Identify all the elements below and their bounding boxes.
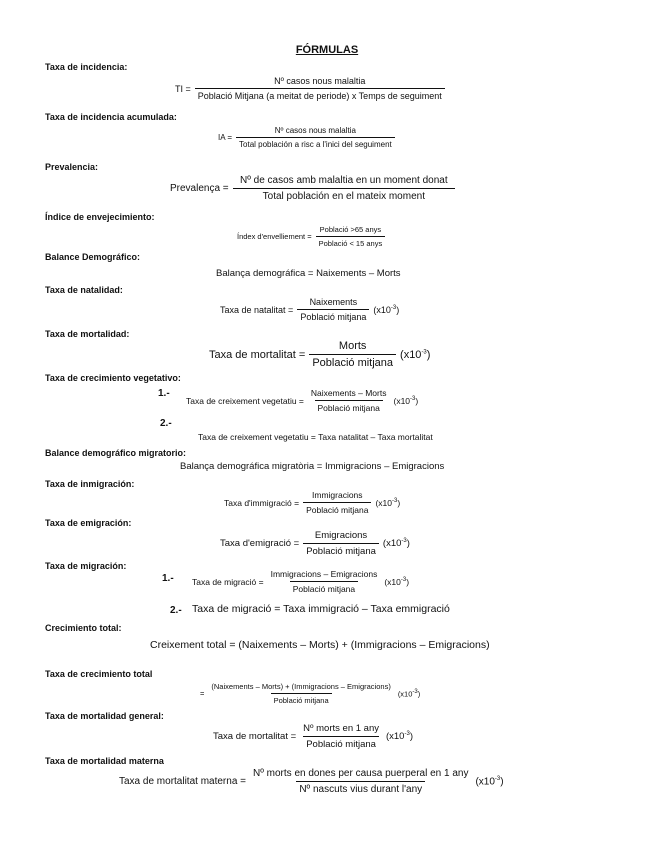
- heading-taxa-mortalidad: Taxa de mortalidad:: [45, 329, 130, 339]
- heading-taxa-crecimiento-total: Taxa de crecimiento total: [45, 669, 153, 679]
- formula-migracio-1: [192, 569, 409, 594]
- number-label: 1.-: [162, 573, 174, 584]
- formula-envelliement: [237, 225, 389, 248]
- denominator: Total población a risc a l'inici del seguiment: [236, 137, 395, 149]
- formula-balanca-migratoria: Balança demográfica migratòria = Immigracions – Emigracions: [180, 461, 445, 472]
- formula-balanca-demografica: Balança demográfica = Naixements – Morts: [216, 268, 401, 279]
- page-title: FÓRMULAS: [295, 44, 359, 56]
- number-label: 2.-: [160, 418, 172, 429]
- fraction: [250, 768, 471, 795]
- denominator: Població mitjana: [297, 309, 369, 322]
- fraction: [236, 126, 395, 149]
- heading-taxa-emigracion: Taxa de emigración:: [45, 518, 132, 528]
- multiplier: $(x10^{-3})$: [397, 688, 421, 699]
- formula-taxa-creixement-total: [200, 682, 420, 705]
- fraction: [195, 76, 445, 101]
- heading-prevalencia: Prevalencia:: [45, 162, 99, 172]
- formula-prevalencia: [170, 175, 459, 202]
- heading-taxa-migracion: Taxa de migración:: [45, 561, 127, 571]
- fraction: [208, 682, 393, 705]
- denominator: Població Mitjana (a meitat de periode) x Temps de seguiment: [195, 88, 445, 101]
- formula-lhs: Taxa d'emigració =: [220, 538, 300, 549]
- fraction: [268, 569, 381, 594]
- heading-crecimiento-total: Crecimiento total:: [45, 623, 122, 633]
- formula-natalitat: [220, 297, 399, 322]
- numerator: Immigracions: [312, 490, 363, 500]
- heading-mortalidad-general: Taxa de mortalidad general:: [45, 711, 164, 721]
- heading-taxa-incidencia: Taxa de incidencia:: [45, 62, 128, 72]
- fraction: [300, 723, 382, 750]
- formula-taxa-incidencia: [175, 76, 449, 101]
- formula-creixement-vegetatiu-2: Taxa de creixement vegetatiu = Taxa natalitat – Taxa mortalitat: [198, 432, 433, 442]
- fraction: [308, 388, 390, 413]
- formula-incidencia-acumulada: [218, 126, 399, 149]
- numerator: Naixements: [309, 297, 358, 307]
- denominator: Població mitjana: [315, 400, 383, 413]
- multiplier: $(x10^{-3})$: [385, 730, 413, 743]
- multiplier: $(x10^{-3})$: [384, 576, 410, 587]
- formula-mortalitat-general: [213, 723, 413, 750]
- formula-immigracio: [224, 490, 400, 515]
- formula-mortalitat-materna: [119, 768, 504, 795]
- formula-lhs: Taxa de mortalitat =: [209, 348, 306, 361]
- denominator: Població mitjana: [309, 354, 396, 369]
- formula-lhs: Taxa de creixement vegetatiu =: [186, 395, 304, 406]
- formula-creixement-total: Creixement total = (Naixements – Morts) + (Immigracions – Emigracions): [150, 639, 490, 651]
- fraction: [303, 530, 379, 557]
- denominator: Població mitjana: [290, 581, 358, 594]
- formula-lhs: Taxa de mortalitat materna =: [119, 776, 247, 787]
- formula-lhs: Taxa de natalitat =: [220, 304, 294, 315]
- formula-mortalitat: [209, 340, 430, 369]
- heading-balance-migratorio: Balance demográfico migratorio:: [45, 448, 187, 458]
- formula-lhs: Taxa d'immigració =: [224, 497, 300, 508]
- numerator: Nº casos nous malaltia: [274, 126, 356, 135]
- formula-migracio-2: Taxa de migració = Taxa immigració – Taxa emmigració: [192, 603, 450, 615]
- denominator: Població mitjana: [303, 543, 379, 557]
- number-label: 1.-: [158, 388, 170, 399]
- heading-taxa-natalidad: Taxa de natalidad:: [45, 285, 123, 295]
- denominator: Població mitjana: [303, 736, 379, 750]
- formula-lhs: Prevalença =: [170, 183, 229, 194]
- heading-taxa-inmigracion: Taxa de inmigración:: [45, 479, 135, 489]
- denominator: Població < 15 anys: [316, 236, 386, 248]
- multiplier: $(x10^{-3})$: [375, 497, 401, 508]
- heading-taxa-incidencia-acumulada: Taxa de incidencia acumulada:: [45, 112, 177, 122]
- numerator: Naixements – Morts: [310, 388, 387, 398]
- heading-mortalidad-materna: Taxa de mortalidad materna: [45, 756, 164, 766]
- numerator: Població >65 anys: [319, 225, 382, 234]
- numerator: Nº morts en dones per causa puerperal en 1 any: [253, 768, 469, 779]
- fraction: [316, 225, 386, 248]
- formula-creixement-vegetatiu-1: [186, 388, 418, 413]
- numerator: Nº morts en 1 any: [303, 723, 379, 734]
- denominator: Població mitjana: [271, 693, 332, 705]
- numerator: Nº de casos amb malaltia en un moment donat: [239, 175, 448, 186]
- multiplier: $(x10^{-3})$: [382, 537, 410, 550]
- fraction: [297, 297, 369, 322]
- denominator: Població mitjana: [303, 502, 371, 515]
- multiplier: $(x10^{-3})$: [373, 304, 400, 315]
- formula-lhs: IA =: [218, 133, 233, 142]
- numerator: Emigracions: [314, 530, 368, 541]
- number-label: 2.-: [170, 605, 182, 616]
- denominator: Nº nascuts vius durant l'any: [296, 781, 425, 795]
- multiplier: $(x10^{-3})$: [400, 348, 431, 361]
- heading-indice-envejecimiento: Índice de envejecimiento:: [45, 212, 155, 222]
- formula-lhs: TI =: [175, 83, 191, 94]
- formula-lhs: =: [200, 689, 205, 698]
- multiplier: $(x10^{-3})$: [393, 395, 419, 406]
- formula-lhs: Índex d'envelliement =: [237, 232, 312, 241]
- numerator: Nº casos nous malaltia: [274, 76, 366, 86]
- fraction: [309, 340, 396, 369]
- fraction: [303, 490, 371, 515]
- formula-emigracio: [220, 530, 410, 557]
- fraction: [233, 175, 455, 202]
- heading-balance-demografico: Balance Demográfico:: [45, 252, 141, 262]
- numerator: Immigracions – Emigracions: [270, 569, 378, 579]
- numerator: (Naixements – Morts) + (Immigracions – Emigracions): [211, 682, 391, 691]
- formula-lhs: Taxa de mortalitat =: [213, 731, 297, 742]
- multiplier: $(x10^{-3})$: [475, 775, 504, 788]
- numerator: Morts: [338, 340, 367, 352]
- formula-lhs: Taxa de migració =: [192, 576, 264, 587]
- heading-crecimiento-vegetativo: Taxa de crecimiento vegetativo:: [45, 373, 181, 383]
- denominator: Total población en el mateix moment: [233, 188, 455, 202]
